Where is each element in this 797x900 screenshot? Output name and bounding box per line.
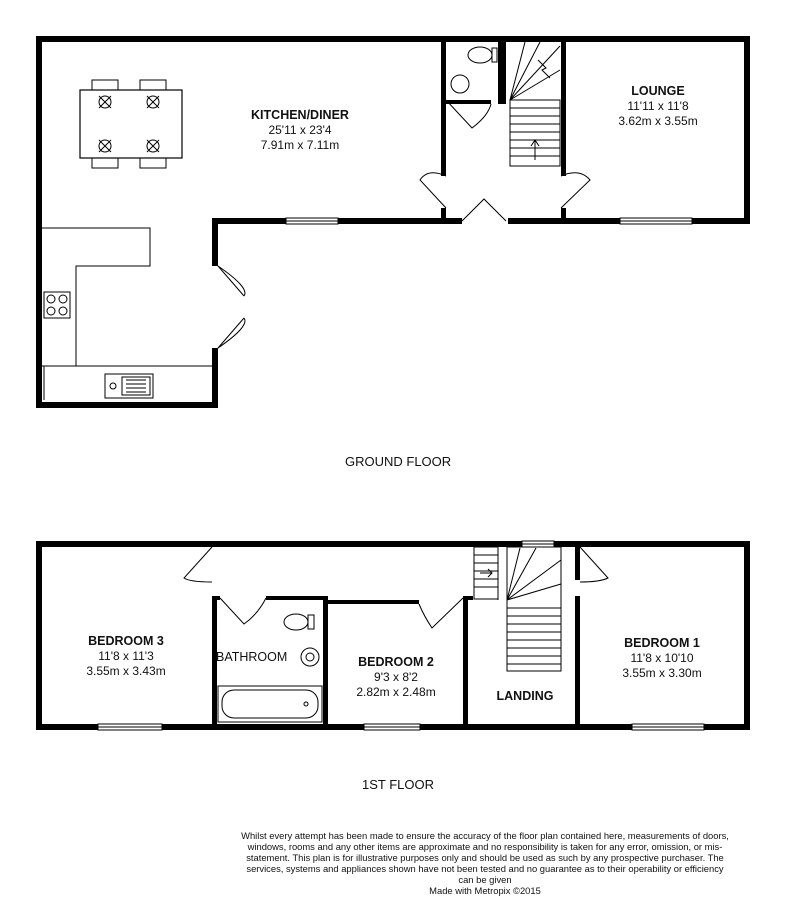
room-size-metric: 3.62m x 3.55m [618, 114, 698, 128]
wall [266, 596, 328, 600]
front-door [462, 199, 506, 221]
wall [212, 218, 218, 266]
room-name: LOUNGE [631, 84, 685, 98]
door-swing [446, 100, 491, 128]
door-swing [420, 173, 446, 208]
room-name: BEDROOM 1 [624, 636, 700, 650]
door-swing [419, 598, 463, 628]
floor-title-ground: GROUND FLOOR [345, 454, 452, 469]
room-name: KITCHEN/DINER [251, 108, 349, 122]
room-size-metric: 2.82m x 2.48m [356, 685, 436, 699]
room-size-metric: 3.55m x 3.30m [622, 666, 702, 680]
dining-chairs [92, 80, 166, 168]
basin [301, 648, 319, 666]
wall [463, 596, 473, 600]
wall [36, 541, 750, 547]
room-size-imperial: 25'11 x 23'4 [268, 123, 332, 137]
wall [36, 36, 750, 42]
room-label-kitchen-diner [230, 108, 370, 153]
toilet [468, 47, 492, 63]
basin [451, 75, 469, 93]
door-swing [561, 173, 590, 208]
room-size-metric: 3.55m x 3.43m [86, 664, 166, 678]
wall [36, 36, 42, 408]
room-name: BEDROOM 3 [88, 634, 164, 648]
sink [105, 374, 153, 398]
floor-title-first: 1ST FLOOR [362, 777, 435, 792]
disclaimer [240, 830, 730, 896]
wall [36, 402, 218, 408]
dining-table [80, 90, 182, 158]
room-size-imperial: 11'8 x 11'3 [98, 649, 154, 663]
bath [218, 686, 322, 722]
room-size-metric: 7.91m x 7.11m [260, 138, 340, 152]
wall [36, 541, 42, 730]
room-size-imperial: 9'3 x 8'2 [374, 670, 418, 684]
wall [212, 348, 218, 408]
room-size-imperial: 11'11 x 11'8 [627, 99, 689, 113]
room-label-bathroom [216, 650, 296, 665]
door-swing [218, 266, 245, 348]
wall [498, 36, 506, 104]
toilet [284, 614, 308, 630]
room-name: BATHROOM [216, 650, 288, 664]
room-name: BEDROOM 2 [358, 655, 434, 669]
room-label-bedroom-1 [600, 636, 724, 681]
room-label-bedroom-3 [64, 634, 188, 679]
wall [441, 208, 446, 224]
room-name: LANDING [496, 689, 554, 703]
kitchen-counter [42, 228, 212, 366]
wall [561, 36, 566, 176]
wall [212, 596, 220, 600]
room-label-bedroom-2 [334, 655, 458, 700]
disclaimer-text: Whilst every attempt has been made to ensure the accuracy of the floor plan contained here, measurements of doors, windows, rooms and any other items are approximate and no responsibility is taken for any error, omission, or mis-statement. This plan is for illustrative purposes only and should be used as such by any prospective purchaser. The services, systems and appliances shown have not been tested and no guarantee as to their operability or efficiency can be given [241, 830, 729, 885]
wall [744, 36, 750, 224]
door-swing [184, 547, 212, 582]
wall [561, 208, 566, 224]
wall [323, 596, 328, 730]
wall [575, 547, 580, 580]
room-label-landing [478, 689, 572, 704]
wall [463, 596, 468, 730]
wall [446, 100, 491, 104]
wall [323, 600, 419, 604]
disclaimer-credit: Made with Metropix ©2015 [429, 885, 541, 896]
wall [575, 596, 580, 730]
room-label-lounge [596, 84, 720, 129]
door-swing [218, 266, 244, 348]
wall [441, 36, 446, 176]
room-size-imperial: 11'8 x 10'10 [630, 651, 694, 665]
door-swing [220, 598, 266, 624]
door-swing [580, 547, 608, 582]
wall [744, 541, 750, 730]
